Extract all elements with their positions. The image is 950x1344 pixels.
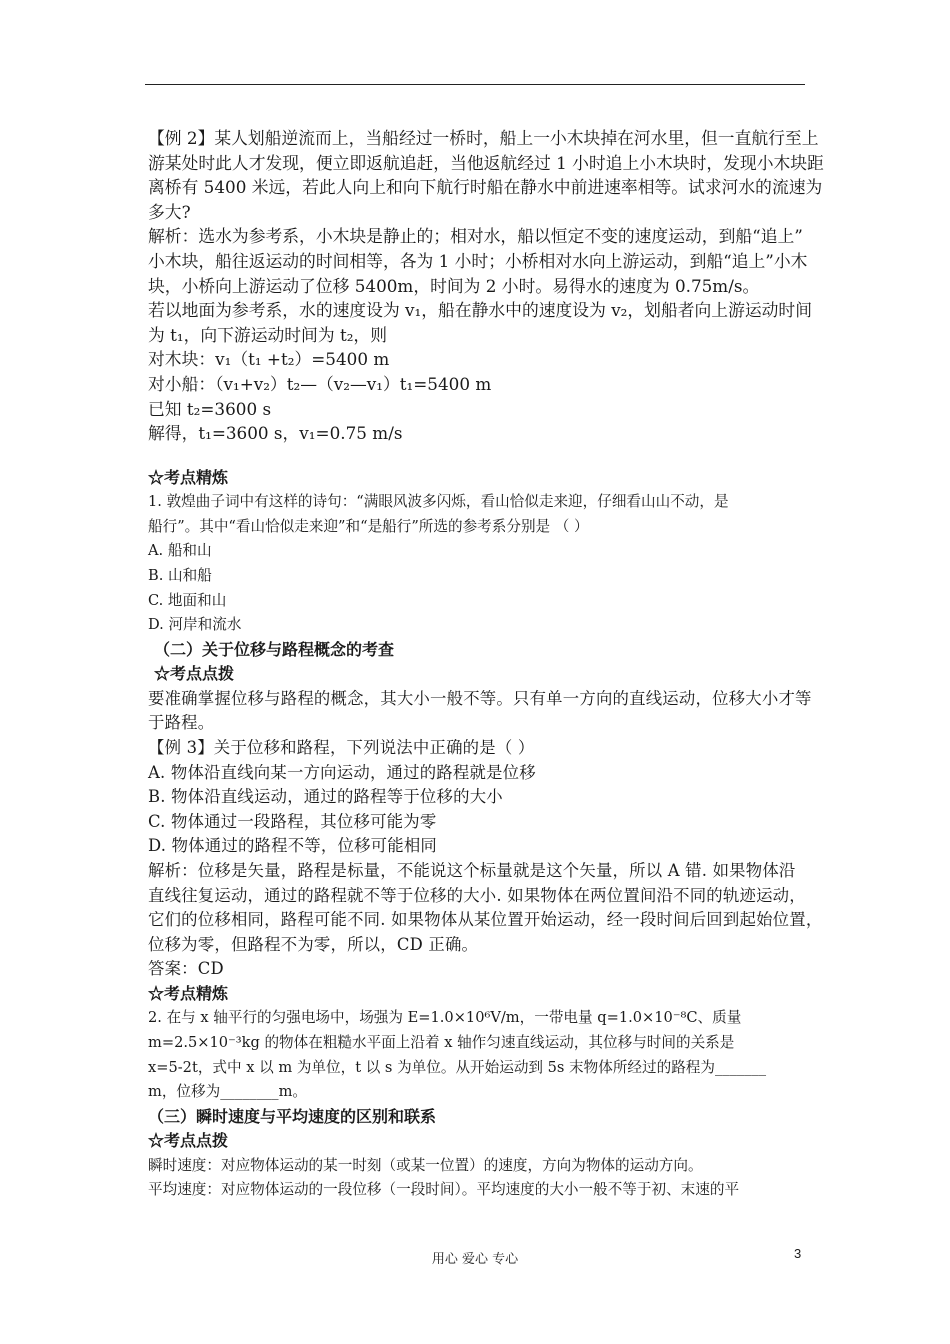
question-line: 船行”。其中“看山恰似走来迎”和“是船行”所选的参考系分别是 （ ） — [148, 517, 589, 535]
example-2-line: 【例 2】某人划船逆流而上，当船经过一桥时，船上一小木块掉在河水里，但一直航行至上 — [148, 128, 819, 148]
header-rule — [145, 84, 805, 85]
example-2 — [148, 126, 824, 446]
option-c: C. 物体通过一段路程，其位移可能为零 — [148, 811, 437, 831]
question-line: 1. 敦煌曲子词中有这样的诗句：“满眼风波多闪烁，看山恰似走来迎，仔细看山山不动，是 — [148, 493, 729, 511]
example-2-line: 解得，t₁=3600 s，v₁=0.75 m/s — [148, 423, 403, 444]
practice-1 — [148, 466, 820, 638]
practice-heading: ☆考点精炼 — [148, 983, 229, 1003]
example-2-line: 解析：选水为参考系，小木块是静止的；相对水，船以恒定不变的速度运动，到船“追上” — [148, 226, 803, 247]
example-2-line: 离桥有 5400 米远，若此人向上和向下航行时船在静水中前进速率相等。试求河水的流速为 — [148, 177, 823, 198]
option-b: B. 物体沿直线运动，通过的路程等于位移的大小 — [148, 787, 503, 807]
tip-heading: ☆考点点拨 — [154, 664, 235, 684]
example-3-question: 【例 3】关于位移和路程，下列说法中正确的是（ ） — [148, 737, 535, 757]
tip-line: 瞬时速度：对应物体运动的某一时刻（或某一位置）的速度，方向为物体的运动方向。 — [148, 1156, 703, 1174]
page-content — [148, 126, 824, 1203]
example-2-line: 多大? — [148, 201, 191, 222]
analysis-line: 直线往复运动，通过的路程就不等于位移的大小. 如果物体在两位置间沿不同的轨迹运动， — [148, 885, 806, 905]
section-2 — [148, 638, 823, 1105]
analysis-line: 它们的位移相同，路程可能不同. 如果物体从某位置开始运动，经一段时间后回到起始位置， — [148, 910, 823, 930]
tip-heading: ☆考点点拨 — [148, 1131, 229, 1151]
question-line: 2. 在与 x 轴平行的匀强电场中，场强为 E=1.0×10⁶V/m，一带电量 q=1.0×10⁻⁸C、质量 — [148, 1009, 742, 1027]
option-d: D. 河岸和流水 — [148, 616, 242, 634]
section-title: （二）关于位移与路程概念的考查 — [154, 639, 395, 659]
option-b: B. 山和船 — [148, 567, 212, 584]
tip-line: 平均速度：对应物体运动的一段位移（一段时间）。平均速度的大小一般不等于初、末速的平 — [148, 1181, 740, 1199]
tip-line: 要准确掌握位移与路程的概念，其大小一般不等。只有单一方向的直线运动，位移大小才等 — [148, 688, 812, 708]
question-line: m=2.5×10⁻³kg 的物体在粗糙水平面上沿着 x 轴作匀速直线运动，其位移与时间的关系是 — [148, 1034, 735, 1051]
example-2-line: 已知 t₂=3600 s — [148, 398, 272, 419]
option-a: A. 船和山 — [148, 542, 212, 560]
question-line: x=5-2t，式中 x 以 m 为单位，t 以 s 为单位。从开始运动到 5s 末物体所经过的路程为_______ — [148, 1058, 767, 1076]
page-number: 3 — [794, 1246, 802, 1261]
example-2-line: 小木块，船往返运动的时间相等，各为 1 小时；小桥相对水向上游运动，到船“追上”小木 — [148, 250, 808, 271]
option-a: A. 物体沿直线向某一方向运动，通过的路程就是位移 — [148, 762, 536, 782]
example-2-line: 为 t₁，向下游运动时间为 t₂，则 — [148, 324, 387, 345]
section-title: （三）瞬时速度与平均速度的区别和联系 — [148, 1106, 437, 1126]
example-2-line: 块，小桥向上游运动了位移 5400m，时间为 2 小时。易得水的速度为 0.75m/s。 — [148, 275, 760, 296]
example-2-line: 若以地面为参考系，水的速度设为 v₁，船在静水中的速度设为 v₂，划船者向上游运动时间 — [148, 300, 812, 321]
question-line: m，位移为________m。 — [148, 1083, 308, 1101]
example-2-line: 游某处时此人才发现，便立即返航追赶，当他返航经过 1 小时追上小木块时，发现小木块距 — [148, 152, 824, 173]
option-c: C. 地面和山 — [148, 591, 227, 609]
analysis-line: 位移为零，但路程不为零，所以，CD 正确。 — [148, 934, 479, 954]
example-2-line: 对木块：v₁（t₁ +t₂）=5400 m — [148, 349, 390, 370]
option-d: D. 物体通过的路程不等，位移可能相同 — [148, 836, 438, 856]
example-2-line: 对小船：（v₁+v₂）t₂—（v₂—v₁）t₁=5400 m — [148, 373, 492, 394]
footer-text: 用心 爱心 专心 — [431, 1252, 519, 1267]
section-3 — [148, 1105, 820, 1203]
analysis-line: 解析：位移是矢量，路程是标量，不能说这个标量就是这个矢量，所以 A 错. 如果物体沿 — [148, 860, 796, 880]
tip-line: 于路程。 — [148, 713, 215, 733]
answer: 答案：CD — [148, 959, 224, 979]
practice-heading: ☆考点精炼 — [148, 467, 229, 487]
